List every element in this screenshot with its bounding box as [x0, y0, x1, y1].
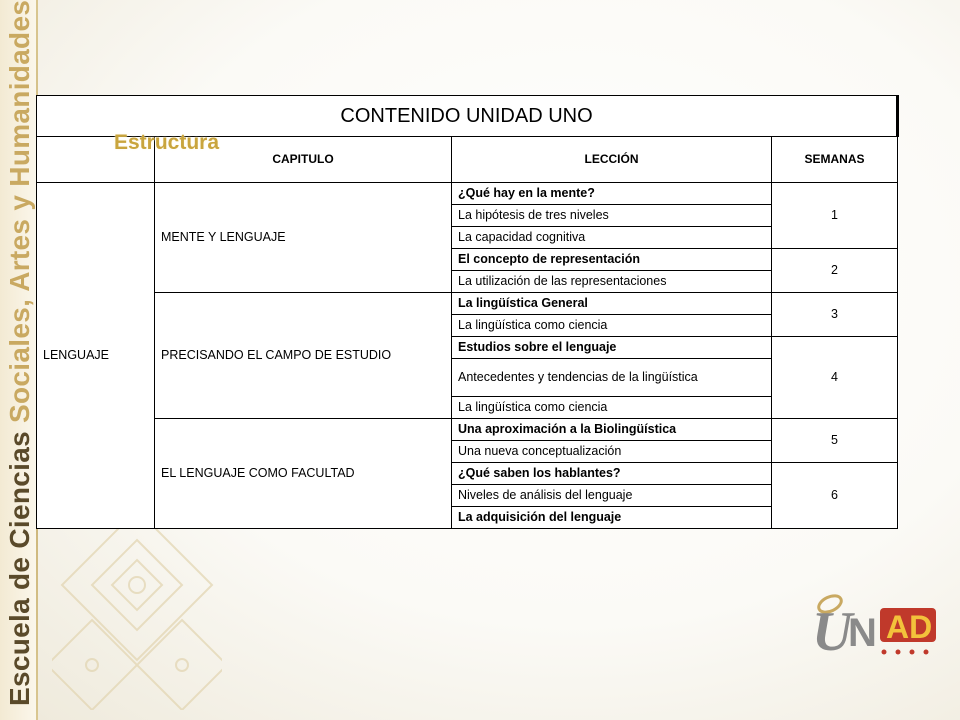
school-name-part2: Sociales, Artes y Humanidades — [4, 0, 35, 423]
header-leccion: LECCIÓN — [452, 137, 772, 183]
estructura-label: Estructura — [114, 131, 220, 154]
lesson-cell: Niveles de análisis del lenguaje — [452, 485, 772, 507]
lesson-cell: El concepto de representación — [452, 249, 772, 271]
unit-content-table — [36, 95, 899, 529]
lesson-cell: ¿Qué hay en la mente? — [452, 183, 772, 205]
lesson-cell: Antecedentes y tendencias de la lingüística — [452, 359, 772, 397]
school-name-vertical — [4, 0, 38, 706]
lesson-cell: ¿Qué saben los hablantes? — [452, 463, 772, 485]
week-cell: 4 — [772, 337, 898, 419]
chapter-cell: PRECISANDO EL CAMPO DE ESTUDIO — [155, 293, 452, 419]
chapter-cell: EL LENGUAJE COMO FACULTAD — [155, 419, 452, 529]
lesson-cell: Estudios sobre el lenguaje — [452, 337, 772, 359]
logo-letter-n: N — [848, 611, 877, 655]
unad-logo-icon — [808, 588, 943, 660]
logo-letter-u: U — [812, 601, 853, 660]
school-name-part1: Escuela de Ciencias — [4, 422, 35, 706]
week-cell: 2 — [772, 249, 898, 293]
chapter-cell: MENTE Y LENGUAJE — [155, 183, 452, 293]
week-cell: 1 — [772, 183, 898, 249]
table-title: CONTENIDO UNIDAD UNO — [37, 96, 898, 137]
lesson-cell: La lingüística General — [452, 293, 772, 315]
lesson-cell: La lingüística como ciencia — [452, 397, 772, 419]
week-cell: 3 — [772, 293, 898, 337]
lesson-cell: La lingüística como ciencia — [452, 315, 772, 337]
week-cell: 6 — [772, 463, 898, 529]
lesson-cell: Una aproximación a la Biolingüística — [452, 419, 772, 441]
lesson-cell: La capacidad cognitiva — [452, 227, 772, 249]
header-semanas: SEMANAS — [772, 137, 898, 183]
week-cell: 5 — [772, 419, 898, 463]
header-capitulo: CAPITULO — [155, 137, 452, 183]
ornament-pattern-icon — [52, 500, 222, 710]
lesson-cell: La adquisición del lenguaje — [452, 507, 772, 529]
lesson-cell: La hipótesis de tres niveles — [452, 205, 772, 227]
lesson-cell: Una nueva conceptualización — [452, 441, 772, 463]
lesson-cell: La utilización de las representaciones — [452, 271, 772, 293]
unit-cell: LENGUAJE — [37, 183, 155, 529]
logo-letters-ad: AD — [886, 609, 933, 645]
